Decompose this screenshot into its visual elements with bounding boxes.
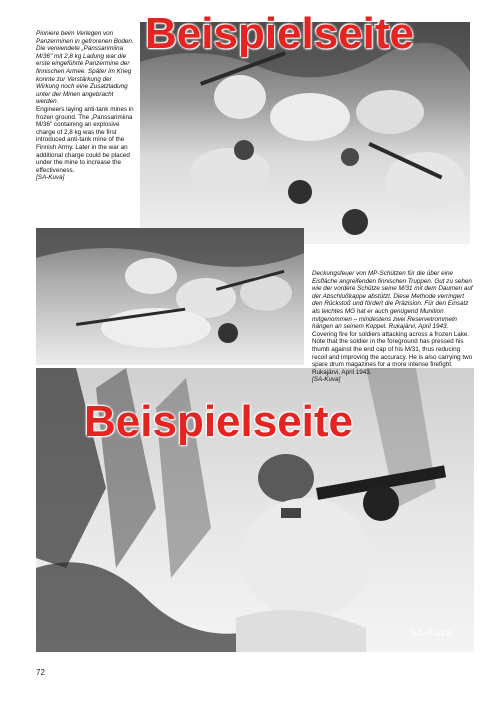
photo-soldiers-on-snow (36, 228, 304, 365)
caption-covering-fire-credit: [SA-Kuva] (312, 376, 341, 384)
caption-covering-fire-english: Covering fire for soldiers attacking across a frozen Lake. Note that the soldier in the foreground has pressed his thumb against the end cap of his M/31, thus reducing recoil and improving the accuracy. He is also carrying two spare drum magazines for a more intense firefight. Rukajärvi, April 1943. (312, 330, 473, 376)
caption-engineers-credit: [SA-Kuva] (36, 174, 65, 182)
page-number: 72 (36, 668, 45, 677)
watermark-top: Beispielseite (145, 9, 415, 58)
caption-engineers-english: Engineers laying anti-tank mines in frozen ground. The „Panssarimiina M/36" containing an explosive charge of 2,8 kg was the first introduced anti-tank mine of the Finnish Army. Later in the war an additional charge could be placed under the mine to increase the effectiveness. (36, 105, 134, 174)
watermark-middle: Beispielseite (84, 397, 354, 446)
photo-credit-overlay: SA-Kuva (410, 628, 452, 639)
caption-engineers (36, 30, 134, 182)
caption-covering-fire-german: Deckungsfeuer von MP-Schützen für die über eine Eisfläche angreifenden finnischen Truppen. Gut zu sehen wie der vordere Schütze seine M/31 mit dem Daumen auf der Abschlußkappe abstützt. Diese Methode verringert den Rückstoß und fördert die Präzision. Für den Einsatz als leichtes MG hat er auch genügend Munition mitgenommen – mindestens zwei Reservetrommeln hängen an seinem Koppel. Rukajärvi, April 1943. (312, 270, 473, 331)
caption-engineers-german: Pioniere beim Verlegen von Panzerminen in gefrorenen Boden. Die verwendete „Panssarimiina M/36" mit 2,8 kg Ladung war die erste eingeführte Panzermine der finnischen Armee. Später im Krieg konnte zur Verstärkung der Wirkung noch eine Zusatzladung unter der Minen angebracht werden. (36, 30, 134, 106)
caption-covering-fire (312, 270, 474, 384)
